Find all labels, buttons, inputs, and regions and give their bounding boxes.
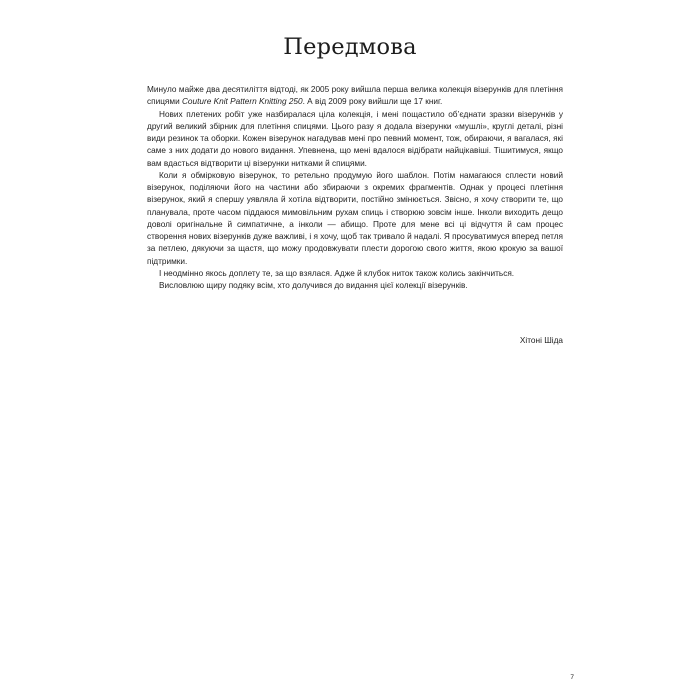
paragraph-1-text-end: . А від 2009 року вийшли ще 17 книг. bbox=[302, 97, 443, 107]
page-number: 7 bbox=[570, 674, 574, 681]
paragraph-1-text-start: Минуло майже два десятиліття відтоді, як 2005 року вийшла перша велика колекція візерунків для плетіння спицями bbox=[147, 85, 563, 107]
book-title-reference: Couture Knit Pattern Knitting 250 bbox=[181, 97, 303, 107]
paragraph-4: І неодмінно якось доплету те, за що взялася. Адже й клубок ниток також колись закінчиться. bbox=[159, 268, 515, 278]
paragraph-1 bbox=[147, 84, 563, 109]
paragraph-2: Нових плетених робіт уже назбиралася ціла колекція, і мені пощастило об’єднати зразки візерунків у другий великий збірник для плетіння спицями. Цього разу я додала візерунки «мушлі», круглі деталі, різні види резинок та оборки. Кожен візерунок нагадував мені про певний момент, тож, обираючи, я вагалася, які саме з них додати до нового видання. Упевнена, що мені вдалося відібрати найцікавіші. Тішитимуся, якщо вам вдасться відтворити ці візерунки нитками й спицями. bbox=[147, 109, 563, 168]
page-title: Передмова bbox=[283, 34, 417, 60]
author-signature: Хітоні Шіда bbox=[519, 336, 563, 345]
paragraph-3: Коли я обмірковую візерунок, то ретельно продумую його шаблон. Потім намагаюся сплести новий візерунок, поділяючи його на частини або збираючи з окремих фрагментів. Однак у процесі плетіння візерунок, який я спершу уявляла й хотіла відтворити, постійно змінюється. Звісно, я хочу створити те, що планувала, проте часом піддаюся мимовільним рухам спиць і створюю зовсім інше. Інколи виходить дещо доволі оригінальне й симпатичне, а інколи — абищо. Проте для мене всі ці відчуття й сам процес створення нових візерунків дуже важливі, і я хочу, щоб так тривало й надалі. Я просуватимуся вперед петля за петлею, дякуючи за щастя, що можу продовжувати плести дорогою свого життя, якою крокую за вашої підтримки. bbox=[147, 170, 563, 266]
preface-body bbox=[147, 84, 563, 292]
paragraph-5: Висловлюю щиру подяку всім, хто долучився до видання цієї колекції візерунків. bbox=[159, 281, 468, 290]
